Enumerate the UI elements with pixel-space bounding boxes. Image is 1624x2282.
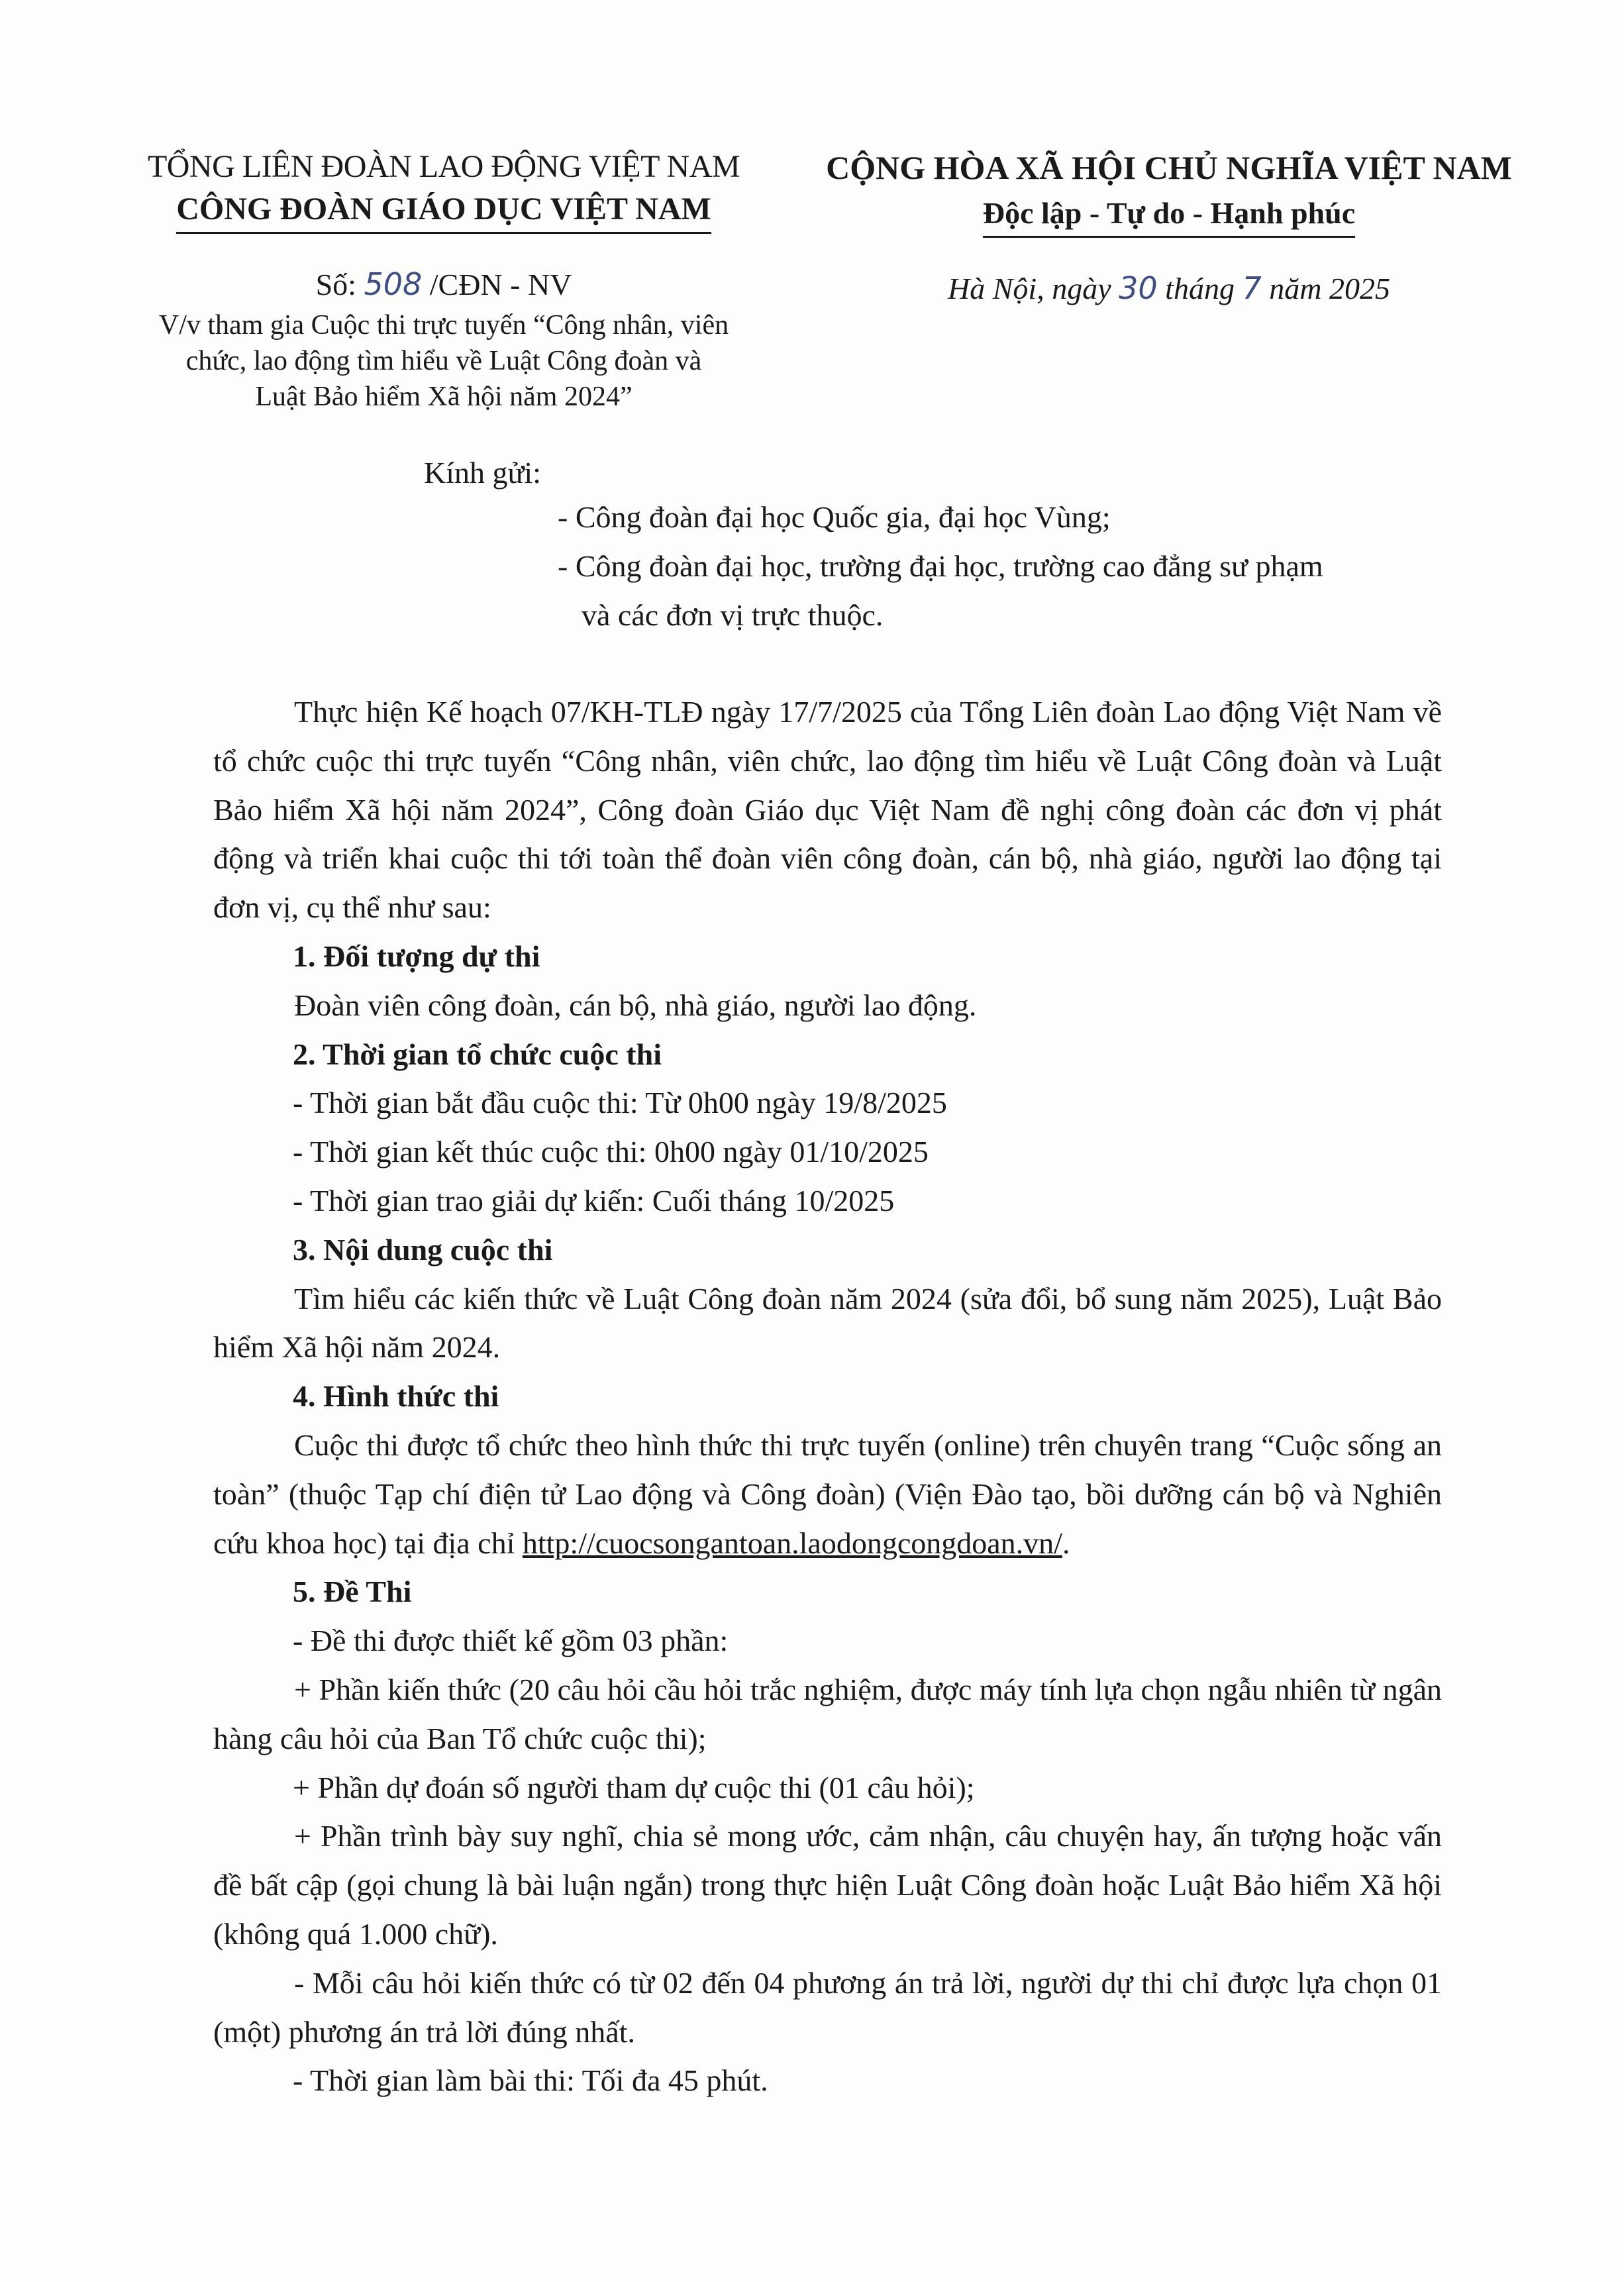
schedule-item: - Thời gian bắt đầu cuộc thi: Từ 0h00 ngày 19/8/2025 bbox=[293, 1086, 947, 1120]
document-body bbox=[213, 688, 1442, 2105]
schedule-item: - Thời gian trao giải dự kiến: Cuối tháng 10/2025 bbox=[293, 1183, 895, 1218]
document-number bbox=[113, 264, 775, 305]
ref-prefix: Số: bbox=[315, 268, 364, 301]
subject-line: V/v tham gia Cuộc thi trực tuyến “Công nhân, viên bbox=[158, 310, 729, 340]
national-motto: Độc lập - Tự do - Hạnh phúc bbox=[983, 192, 1355, 238]
handwritten-month: 7 bbox=[1242, 270, 1262, 306]
greeting: Kính gửi: bbox=[424, 456, 541, 490]
date-month-word: tháng bbox=[1157, 272, 1243, 305]
schedule-item: - Thời gian kết thúc cuộc thi: 0h00 ngày 01/10/2025 bbox=[293, 1135, 929, 1169]
section-heading: 5. Đề Thi bbox=[293, 1575, 412, 1609]
section-heading: 2. Thời gian tổ chức cuộc thi bbox=[293, 1037, 662, 1071]
exam-part: + Phần trình bày suy nghĩ, chia sẻ mong ước, cảm nhận, câu chuyện hay, ấn tượng hoặc vấn đề bất cập (gọi chung là bài luận ngắn) trong thực hiện Luật Công đoàn hoặc Luật Bảo hiểm Xã hội (không quá 1.000 chữ). bbox=[213, 1819, 1442, 1951]
document-date bbox=[791, 268, 1547, 309]
section-text-body: Cuộc thi được tổ chức theo hình thức thi trực tuyến (online) trên chuyên trang “Cuộc sống an toàn” (thuộc Tạp chí điện tử Lao động và Công đoàn) (Viện Đào tạo, bồi dưỡng cán bộ và Nghiên cứu khoa học) tại địa chỉ bbox=[213, 1427, 1442, 1560]
section-heading: 4. Hình thức thi bbox=[293, 1379, 499, 1414]
section-heading: 3. Nội dung cuộc thi bbox=[293, 1232, 553, 1267]
recipient-item: - Công đoàn đại học Quốc gia, đại học Vùng; bbox=[558, 500, 1111, 534]
recipient-list bbox=[558, 493, 1458, 640]
subject-line: chức, lao động tìm hiểu về Luật Công đoàn và bbox=[185, 346, 702, 376]
contest-website-link[interactable]: http://cuocsongantoan.laodongcongdoan.vn/ bbox=[522, 1526, 1062, 1560]
issuing-organization: CÔNG ĐOÀN GIÁO DỤC VIỆT NAM bbox=[176, 188, 711, 234]
parent-organization: TỔNG LIÊN ĐOÀN LAO ĐỘNG VIỆT NAM bbox=[147, 149, 740, 184]
section-text: Đoàn viên công đoàn, cán bộ, nhà giáo, người lao động. bbox=[294, 988, 977, 1022]
ref-suffix: /CĐN - NV bbox=[422, 268, 572, 301]
date-place: Hà Nội, ngày bbox=[948, 272, 1119, 305]
section-text bbox=[213, 1421, 1442, 1567]
issuer-block bbox=[113, 146, 775, 415]
section-text: Tìm hiểu các kiến thức về Luật Công đoàn năm 2024 (sửa đổi, bổ sung năm 2025), Luật Bảo hiểm Xã hội năm 2024. bbox=[213, 1281, 1442, 1365]
intro-paragraph: Thực hiện Kế hoạch 07/KH-TLĐ ngày 17/7/2025 của Tổng Liên đoàn Lao động Việt Nam về tổ chức cuộc thi trực tuyến “Công nhân, viên chức, lao động tìm hiểu về Luật Công đoàn và Luật Bảo hiểm Xã hội năm 2024”, Công đoàn Giáo dục Việt Nam đề nghị công đoàn các đơn vị phát động và triển khai cuộc thi tới toàn thể đoàn viên công đoàn, cán bộ, nhà giáo, người lao động tại đơn vị, cụ thể như sau: bbox=[213, 695, 1442, 925]
exam-rule: - Mỗi câu hỏi kiến thức có từ 02 đến 04 phương án trả lời, người dự thi chỉ được lựa chọn 01 (một) phương án trả lời đúng nhất. bbox=[213, 1965, 1442, 2049]
exam-part: + Phần dự đoán số người tham dự cuộc thi (01 câu hỏi); bbox=[293, 1770, 975, 1804]
document-subject bbox=[113, 307, 775, 415]
national-header bbox=[791, 146, 1547, 309]
section-heading: 1. Đối tượng dự thi bbox=[293, 939, 540, 973]
exam-intro: - Đề thi được thiết kế gồm 03 phần: bbox=[293, 1624, 729, 1658]
handwritten-ref-number: 508 bbox=[364, 266, 423, 302]
recipient-item: - Công đoàn đại học, trường đại học, trường cao đẳng sư phạm bbox=[558, 549, 1323, 583]
exam-part: + Phần kiến thức (20 câu hỏi cầu hỏi trắc nghiệm, được máy tính lựa chọn ngẫu nhiên từ ngân hàng câu hỏi của Ban Tổ chức cuộc thi); bbox=[213, 1672, 1442, 1755]
handwritten-day: 30 bbox=[1119, 270, 1158, 306]
recipient-item-continued: và các đơn vị trực thuộc. bbox=[582, 598, 884, 632]
sentence-end: . bbox=[1062, 1526, 1070, 1560]
republic-title: CỘNG HÒA XÃ HỘI CHỦ NGHĨA VIỆT NAM bbox=[826, 149, 1512, 186]
subject-line: Luật Bảo hiểm Xã hội năm 2024” bbox=[255, 382, 633, 412]
exam-rule: - Thời gian làm bài thi: Tối đa 45 phút. bbox=[293, 2063, 768, 2098]
date-year: năm 2025 bbox=[1261, 272, 1390, 305]
